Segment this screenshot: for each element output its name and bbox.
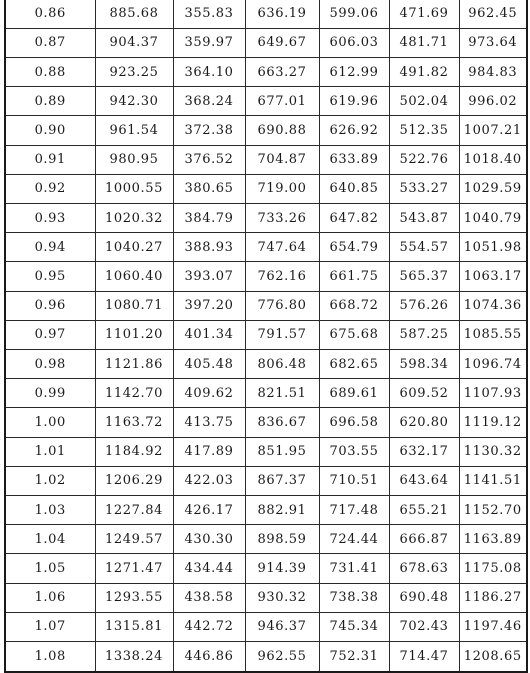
table-cell: 647.82 [319, 204, 389, 233]
table-cell: 668.72 [319, 291, 389, 320]
table-cell: 980.95 [95, 145, 173, 174]
table-row [5, 87, 527, 116]
table-cell: 682.65 [319, 350, 389, 379]
table-cell: 0.94 [5, 233, 95, 262]
table-cell: 640.85 [319, 174, 389, 203]
table-cell: 1163.72 [95, 408, 173, 437]
table-cell: 388.93 [173, 233, 245, 262]
table-cell: 1119.12 [459, 408, 527, 437]
table-cell: 762.16 [245, 262, 319, 291]
table-cell: 1.05 [5, 554, 95, 583]
table-cell: 1163.89 [459, 525, 527, 554]
table-cell: 930.32 [245, 583, 319, 612]
table-cell: 791.57 [245, 320, 319, 349]
table-row [5, 496, 527, 525]
table-cell: 885.68 [95, 0, 173, 28]
table-cell: 776.80 [245, 291, 319, 320]
table-cell: 471.69 [389, 0, 459, 28]
table-cell: 612.99 [319, 58, 389, 87]
table-cell: 481.71 [389, 28, 459, 57]
table-cell: 1051.98 [459, 233, 527, 262]
table-cell: 1186.27 [459, 583, 527, 612]
table-cell: 626.92 [319, 116, 389, 145]
table-cell: 0.87 [5, 28, 95, 57]
table-cell: 961.54 [95, 116, 173, 145]
table-cell: 1175.08 [459, 554, 527, 583]
table-cell: 0.92 [5, 174, 95, 203]
table-cell: 1074.36 [459, 291, 527, 320]
table-cell: 747.64 [245, 233, 319, 262]
table-cell: 666.87 [389, 525, 459, 554]
table-cell: 0.91 [5, 145, 95, 174]
table-row [5, 554, 527, 583]
table-row [5, 174, 527, 203]
table-cell: 364.10 [173, 58, 245, 87]
table-cell: 372.38 [173, 116, 245, 145]
table-cell: 1.07 [5, 612, 95, 641]
table-cell: 426.17 [173, 496, 245, 525]
table-cell: 0.90 [5, 116, 95, 145]
table-row [5, 642, 527, 672]
table-row [5, 145, 527, 174]
table-cell: 393.07 [173, 262, 245, 291]
table-cell: 409.62 [173, 379, 245, 408]
table-cell: 1184.92 [95, 437, 173, 466]
table-cell: 1063.17 [459, 262, 527, 291]
table-cell: 576.26 [389, 291, 459, 320]
table-row [5, 379, 527, 408]
table-cell: 522.76 [389, 145, 459, 174]
table-cell: 1.06 [5, 583, 95, 612]
table-cell: 851.95 [245, 437, 319, 466]
table-cell: 836.67 [245, 408, 319, 437]
table-cell: 1000.55 [95, 174, 173, 203]
table-cell: 1107.93 [459, 379, 527, 408]
table-row [5, 204, 527, 233]
table-cell: 405.48 [173, 350, 245, 379]
table-body [5, 0, 527, 672]
table-cell: 678.63 [389, 554, 459, 583]
table-cell: 446.86 [173, 642, 245, 672]
table-cell: 632.17 [389, 437, 459, 466]
table-cell: 1141.51 [459, 466, 527, 495]
table-cell: 0.93 [5, 204, 95, 233]
table-row [5, 291, 527, 320]
table-cell: 724.44 [319, 525, 389, 554]
table-cell: 946.37 [245, 612, 319, 641]
table-cell: 598.34 [389, 350, 459, 379]
table-row [5, 350, 527, 379]
table-cell: 696.58 [319, 408, 389, 437]
table-cell: 1271.47 [95, 554, 173, 583]
table-cell: 733.26 [245, 204, 319, 233]
table-cell: 633.89 [319, 145, 389, 174]
table-cell: 0.99 [5, 379, 95, 408]
table-cell: 661.75 [319, 262, 389, 291]
table-cell: 962.45 [459, 0, 527, 28]
table-cell: 502.04 [389, 87, 459, 116]
table-row [5, 525, 527, 554]
table-row [5, 466, 527, 495]
table-cell: 1029.59 [459, 174, 527, 203]
table-cell: 752.31 [319, 642, 389, 672]
table-cell: 368.24 [173, 87, 245, 116]
table-cell: 1101.20 [95, 320, 173, 349]
table-cell: 973.64 [459, 28, 527, 57]
table-cell: 719.00 [245, 174, 319, 203]
table-row [5, 28, 527, 57]
table-cell: 491.82 [389, 58, 459, 87]
table-cell: 533.27 [389, 174, 459, 203]
table-cell: 1152.70 [459, 496, 527, 525]
table-cell: 376.52 [173, 145, 245, 174]
table-cell: 0.89 [5, 87, 95, 116]
table-row [5, 437, 527, 466]
table-cell: 1096.74 [459, 350, 527, 379]
table-cell: 675.68 [319, 320, 389, 349]
table-cell: 438.58 [173, 583, 245, 612]
table-row [5, 0, 527, 28]
table-cell: 821.51 [245, 379, 319, 408]
table-cell: 904.37 [95, 28, 173, 57]
table-cell: 359.97 [173, 28, 245, 57]
table-row [5, 612, 527, 641]
table-cell: 923.25 [95, 58, 173, 87]
table-cell: 442.72 [173, 612, 245, 641]
table-cell: 355.83 [173, 0, 245, 28]
table-cell: 806.48 [245, 350, 319, 379]
table-cell: 962.55 [245, 642, 319, 672]
table-cell: 1338.24 [95, 642, 173, 672]
table-cell: 1.04 [5, 525, 95, 554]
table-cell: 649.67 [245, 28, 319, 57]
table-cell: 0.97 [5, 320, 95, 349]
table-cell: 1085.55 [459, 320, 527, 349]
table-cell: 655.21 [389, 496, 459, 525]
table-cell: 1206.29 [95, 466, 173, 495]
table-cell: 587.25 [389, 320, 459, 349]
table-cell: 1.00 [5, 408, 95, 437]
table-cell: 677.01 [245, 87, 319, 116]
table-cell: 1020.32 [95, 204, 173, 233]
table-cell: 745.34 [319, 612, 389, 641]
table-cell: 704.87 [245, 145, 319, 174]
table-cell: 882.91 [245, 496, 319, 525]
table-cell: 1.08 [5, 642, 95, 672]
table-cell: 984.83 [459, 58, 527, 87]
table-row [5, 262, 527, 291]
table-cell: 384.79 [173, 204, 245, 233]
table-cell: 512.35 [389, 116, 459, 145]
table-cell: 1315.81 [95, 612, 173, 641]
table-row [5, 58, 527, 87]
table-cell: 599.06 [319, 0, 389, 28]
table-cell: 417.89 [173, 437, 245, 466]
table-cell: 1018.40 [459, 145, 527, 174]
table-cell: 867.37 [245, 466, 319, 495]
table-cell: 996.02 [459, 87, 527, 116]
table-cell: 1121.86 [95, 350, 173, 379]
table-cell: 702.43 [389, 612, 459, 641]
table-cell: 689.61 [319, 379, 389, 408]
table-cell: 380.65 [173, 174, 245, 203]
table-cell: 606.03 [319, 28, 389, 57]
table-cell: 1007.21 [459, 116, 527, 145]
table-cell: 422.03 [173, 466, 245, 495]
table-cell: 731.41 [319, 554, 389, 583]
table-cell: 434.44 [173, 554, 245, 583]
table-cell: 690.88 [245, 116, 319, 145]
table-cell: 401.34 [173, 320, 245, 349]
table-cell: 738.38 [319, 583, 389, 612]
table-cell: 643.64 [389, 466, 459, 495]
table-row [5, 233, 527, 262]
table-row [5, 116, 527, 145]
table-cell: 0.88 [5, 58, 95, 87]
table-cell: 1208.65 [459, 642, 527, 672]
table-cell: 609.52 [389, 379, 459, 408]
table-cell: 565.37 [389, 262, 459, 291]
table-cell: 914.39 [245, 554, 319, 583]
table-cell: 397.20 [173, 291, 245, 320]
data-table-container [4, 0, 526, 673]
table-cell: 710.51 [319, 466, 389, 495]
table-cell: 1249.57 [95, 525, 173, 554]
table-cell: 690.48 [389, 583, 459, 612]
table-cell: 714.47 [389, 642, 459, 672]
table-row [5, 320, 527, 349]
table-cell: 0.95 [5, 262, 95, 291]
table-row [5, 583, 527, 612]
table-cell: 1293.55 [95, 583, 173, 612]
table-cell: 0.86 [5, 0, 95, 28]
table-cell: 898.59 [245, 525, 319, 554]
table-cell: 717.48 [319, 496, 389, 525]
table-cell: 554.57 [389, 233, 459, 262]
table-row [5, 408, 527, 437]
table-cell: 654.79 [319, 233, 389, 262]
table-cell: 543.87 [389, 204, 459, 233]
table-cell: 1130.32 [459, 437, 527, 466]
table-cell: 1142.70 [95, 379, 173, 408]
table-cell: 703.55 [319, 437, 389, 466]
table-cell: 636.19 [245, 0, 319, 28]
table-cell: 430.30 [173, 525, 245, 554]
table-cell: 413.75 [173, 408, 245, 437]
table-cell: 1080.71 [95, 291, 173, 320]
table-cell: 663.27 [245, 58, 319, 87]
table-cell: 1040.27 [95, 233, 173, 262]
data-table [4, 0, 528, 673]
table-cell: 942.30 [95, 87, 173, 116]
table-cell: 1040.79 [459, 204, 527, 233]
table-cell: 0.96 [5, 291, 95, 320]
table-cell: 1.03 [5, 496, 95, 525]
table-cell: 1227.84 [95, 496, 173, 525]
table-cell: 1197.46 [459, 612, 527, 641]
table-cell: 1060.40 [95, 262, 173, 291]
table-cell: 1.02 [5, 466, 95, 495]
table-cell: 1.01 [5, 437, 95, 466]
table-cell: 0.98 [5, 350, 95, 379]
table-cell: 620.80 [389, 408, 459, 437]
table-cell: 619.96 [319, 87, 389, 116]
